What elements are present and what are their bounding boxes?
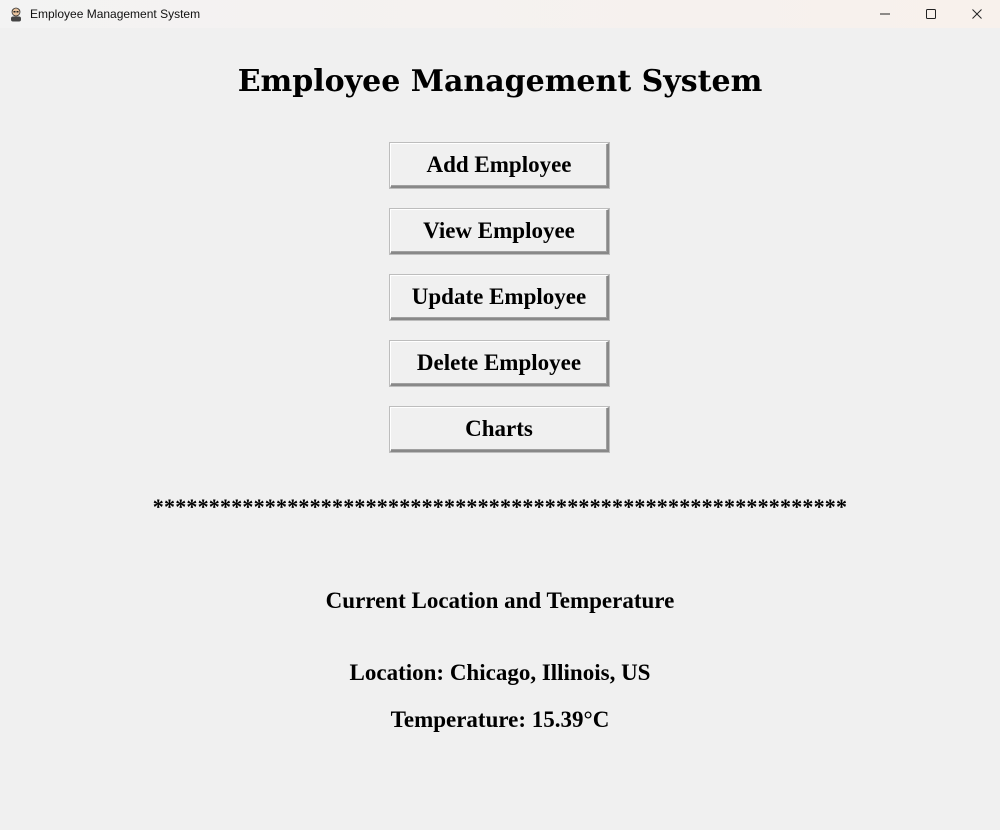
person-app-icon [8,6,24,22]
maximize-icon [925,8,937,20]
charts-button[interactable]: Charts [390,407,609,452]
close-icon [971,8,983,20]
window-title: Employee Management System [30,7,201,21]
location-label: Location: Chicago, Illinois, US [349,660,651,685]
view-employee-button[interactable]: View Employee [390,209,609,254]
temperature-label: Temperature: 15.39°C [390,707,610,732]
separator-line: ************************************************************** [152,494,848,519]
update-employee-button[interactable]: Update Employee [390,275,609,320]
title-bar[interactable] [0,0,1000,28]
close-button[interactable] [954,0,1000,28]
window-controls [862,0,1000,28]
minimize-button[interactable] [862,0,908,28]
weather-heading: Current Location and Temperature [325,588,675,613]
minimize-icon [879,8,891,20]
maximize-button[interactable] [908,0,954,28]
page-title: Employee Management System [237,64,763,99]
delete-employee-button[interactable]: Delete Employee [390,341,609,386]
add-employee-button[interactable]: Add Employee [390,143,609,188]
